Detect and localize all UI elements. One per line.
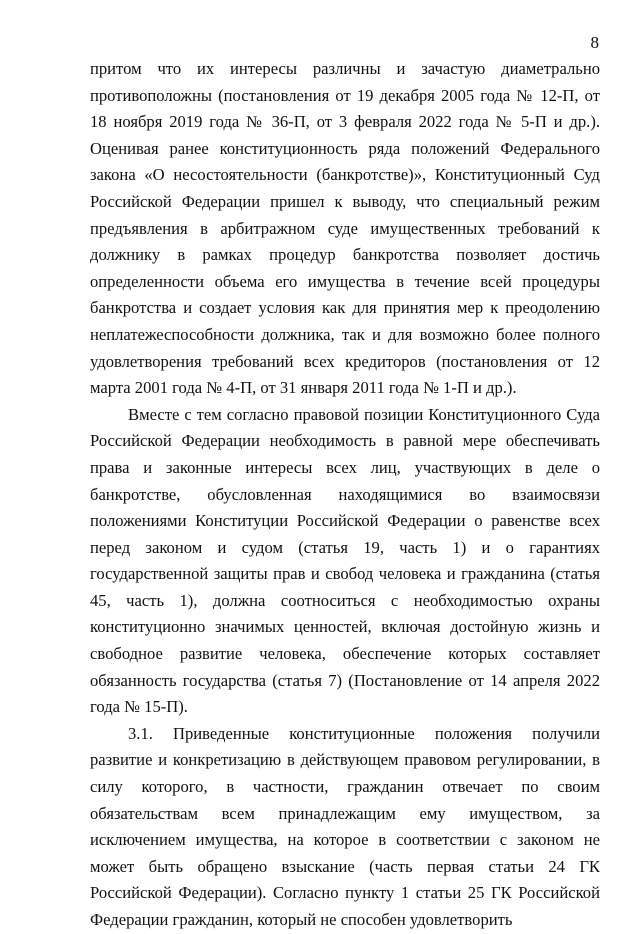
paragraph-2: Вместе с тем согласно правовой позиции Конституционного Суда Российской Федерации необходимость в равной мере обеспечивать права и законные интересы всех лиц, участвующих в деле о банкротстве, обусловленная находящимися во взаимосвязи положениями Конституции Российской Федерации о равенстве всех перед законом и судом (статья 19, часть 1) и о гарантиях государственной защиты прав и свобод человека и гражданина (статья 45, часть 1), должна соотноситься с необходимостью охраны конституционно значимых ценностей, включая достойную жизнь и свободное развитие человека, обеспечение которых составляет обязанность государства (статья 7) (Постановление от 14 апреля 2022 года № 15-П).: [90, 404, 600, 717]
paragraph-3: 3.1. Приведенные конституционные положения получили развитие и конкретизацию в действующем правовом регулировании, в силу которого, в частности, гражданин отвечает по своим обязательствам всем принадлежащим ему имуществом, за исключением имущества, на которое в соответствии с законом не может быть обращено взыскание (часть первая статьи 24 ГК Российской Федерации). Согласно пункту 1 статьи 25 ГК Российской Федерации гражданин, который не способен удовлетворить: [90, 723, 600, 929]
paragraph-1: притом что их интересы различны и зачастую диаметрально противоположны (постановления от 19 декабря 2005 года № 12-П, от 18 ноября 2019 года № 36-П, от 3 февраля 2022 года № 5-П и др.). Оценивая ранее конституционность ряда положений Федерального закона «О несостоятельности (банкротстве)», Конституционный Суд Российской Федерации пришел к выводу, что специальный режим предъявления в арбитражном суде имущественных требований к должнику в рамках процедур банкротства позволяет достичь определенности объема его имущества в течение всей процедуры банкротства и создает условия как для принятия мер к преодолению неплатежеспособности должника, так и для возможно более полного удовлетворения требований всех кредиторов (постановления от 12 марта 2001 года № 4-П, от 31 января 2011 года № 1-П и др.).: [90, 59, 600, 398]
document-body: [90, 56, 600, 934]
page-number: 8: [590, 33, 599, 52]
